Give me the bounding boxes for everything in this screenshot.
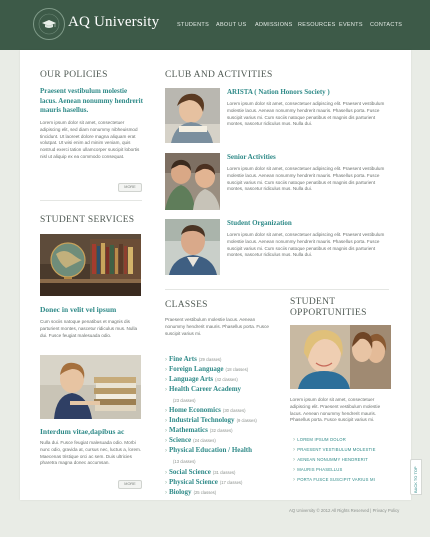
student-books-photo <box>40 355 141 419</box>
club-1-text: Lorem ipsum dolor sit amet, consectetuer adipiscing elit. Praesent vestibulum molestie lacus. Aenean nonummy hendrerit mauris. Phasellus porta. Fusce suscipit varius mi. Cum sociis natoque penatibus et magnis dis parturient montes, nascetur ridiculus mus. Nulla dui. <box>227 101 385 127</box>
divider <box>40 200 142 201</box>
class-item-count: (13 classes) <box>173 459 196 464</box>
bullet-icon: › <box>165 480 167 486</box>
club-3-text: Lorem ipsum dolor sit amet, consectetuer adipiscing elit. Praesent vestibulum molestie lacus. Aenean nonummy hendrerit mauris. Phasellus porta. Fusce suscipit varius mi. Cum sociis natoque penatibus et magnis dis parturient montes, nascetur ridiculus mus. Nulla dui. <box>227 232 385 258</box>
service-1-text: Cum sociis natoque penatibus et magnis dis parturient montes, nascetur ridiculus mus. Nulla dui. Fusce feugiat malesuada odio. <box>40 319 138 338</box>
services-title: STUDENT SERVICES <box>40 215 135 225</box>
bullet-icon: › <box>165 408 167 414</box>
class-item[interactable]: › Industrial Technology (9 classes) <box>165 416 257 424</box>
opportunity-link[interactable]: › LOREM IPSUM DOLOR <box>293 437 346 443</box>
divider <box>165 289 389 290</box>
bullet-icon: › <box>293 467 296 473</box>
service-1-heading[interactable]: Donec in velit vel ipsum <box>40 305 117 314</box>
bullet-icon: › <box>165 367 167 373</box>
club-3-heading[interactable]: Student Organization <box>227 219 292 227</box>
bullet-icon: › <box>293 447 296 453</box>
main-nav <box>0 22 430 32</box>
opportunity-link[interactable]: › MAURIS PHASELLUS <box>293 467 343 473</box>
class-item-count: (23 classes) <box>173 398 196 403</box>
logo-text[interactable]: AQ University <box>68 14 160 30</box>
club-2-heading[interactable]: Senior Activities <box>227 153 276 161</box>
class-item[interactable]: › Mathematics (32 classes) <box>165 426 233 434</box>
club-1-photo[interactable] <box>165 88 220 143</box>
nav-events[interactable]: EVENTS <box>339 22 363 28</box>
footer-copyright: AQ University © 2012 All Rights Reserved | Privacy Policy <box>289 508 400 513</box>
nav-admissions[interactable]: ADMISSIONS <box>255 22 293 28</box>
bullet-icon: › <box>165 418 167 424</box>
bullet-icon: › <box>165 490 167 496</box>
nav-students[interactable]: STUDENTS <box>177 22 210 28</box>
students-group-photo <box>290 325 391 389</box>
site-header <box>0 0 430 50</box>
policies-title: OUR POLICIES <box>40 70 108 80</box>
back-to-top-tab[interactable] <box>410 459 422 495</box>
nav-about-us[interactable]: ABOUT US <box>216 22 247 28</box>
policies-more-button[interactable]: MORE <box>118 183 142 192</box>
bullet-icon: › <box>293 437 296 443</box>
opportunities-title-line-2: OPPORTUNITIES <box>290 308 367 318</box>
class-item[interactable]: › Social Science (31 classes) <box>165 468 236 476</box>
bullet-icon: › <box>165 357 167 363</box>
opportunities-text: Lorem ipsum dolor sit amet, consectetuer adipiscing elit. Praesent vestibulum molestie lacus. Aenean nonummy hendrerit mauris. Phasellus porta. Fusce suscipit varius mi. <box>290 397 381 423</box>
clubs-title: CLUB AND ACTIVITIES <box>165 70 273 80</box>
class-item[interactable]: › Science (24 classes) <box>165 436 216 444</box>
bullet-icon: › <box>293 457 296 463</box>
library-globe-photo <box>40 234 141 296</box>
service-2-heading[interactable]: Interdum vitae,dapibus ac <box>40 427 125 436</box>
nav-resources[interactable]: RESOURCES <box>298 22 336 28</box>
classes-title: CLASSES <box>165 300 208 310</box>
opportunity-link[interactable]: › PORTA FUSCE SUSCIPIT VARIUS MI <box>293 477 376 483</box>
class-item[interactable]: › Home Economics (30 classes) <box>165 406 246 414</box>
class-item[interactable]: › Foreign Language (18 classes) <box>165 365 249 373</box>
opportunities-title <box>290 297 367 319</box>
policies-text: Lorem ipsum dolor sit amet, consectetuer adipiscing elit, sed diam nonummy nibheuismod tincidunt. Ut laoreet dolore magna aliquam erat volutpat. Ut wisi enim ad minim veniam, quis nostrud exerci tation ullamcorper suscipit lobortis nisl ut aliquip ex ea commodo consequat. <box>40 120 140 159</box>
service-2-text: Nulla dui. Fusce feugiat malesuada odio. Morbi nunc odio, gravida at, cursus nec, luctus a, lorem. Maecenas tristique orci ac sem. Duis ultricies pharetra magna donec accumsan. <box>40 440 142 466</box>
class-item[interactable]: › Physical Education / Health <box>165 446 253 454</box>
club-2-photo[interactable] <box>165 153 220 210</box>
nav-contacts[interactable]: CONTACTS <box>370 22 403 28</box>
opportunities-title-line-1: STUDENT <box>290 297 336 307</box>
class-item[interactable]: › Biology (25 classes) <box>165 488 217 496</box>
opportunity-link[interactable]: › AENEAN NONUMMY HENDRERIT <box>293 457 369 463</box>
bullet-icon: › <box>165 438 167 444</box>
back-to-top-label: BACK TO TOP <box>413 466 418 493</box>
policies-heading[interactable]: Praesent vestibulum molestie lacus. Aenean nonummy hendrerit mauris hasellus. <box>40 87 143 114</box>
bullet-icon: › <box>165 448 167 454</box>
bullet-icon: › <box>165 470 167 476</box>
services-more-button[interactable]: MORE <box>118 480 142 489</box>
bullet-icon: › <box>165 377 167 383</box>
opportunity-link[interactable]: › PRAESENT VESTIBULUM MOLESTIE <box>293 447 376 453</box>
class-item[interactable]: › Fine Arts (29 classes) <box>165 355 222 363</box>
club-3-photo[interactable] <box>165 219 220 275</box>
club-2-text: Lorem ipsum dolor sit amet, consectetuer adipiscing elit. Praesent vestibulum molestie lacus. Aenean nonummy hendrerit mauris. Phasellus porta. Fusce suscipit varius mi. Cum sociis natoque penatibus et magnis dis parturient montes, nascetur ridiculus mus. Nulla dui. <box>227 166 385 192</box>
bullet-icon: › <box>293 477 296 483</box>
club-1-heading[interactable]: ARISTA ( Nation Honors Society ) <box>227 88 330 96</box>
bullet-icon: › <box>165 387 167 393</box>
class-item[interactable]: › Language Arts (42 classes) <box>165 375 238 383</box>
class-item[interactable]: › Physical Science (17 classes) <box>165 478 243 486</box>
bullet-icon: › <box>165 428 167 434</box>
class-item[interactable]: › Health Career Academy <box>165 385 242 393</box>
classes-intro: Praesent vestibulum molestie lacus. Aenean nonummy hendrerit mauris. Phasellus porta. Fusce suscipit varius mi. <box>165 317 269 336</box>
